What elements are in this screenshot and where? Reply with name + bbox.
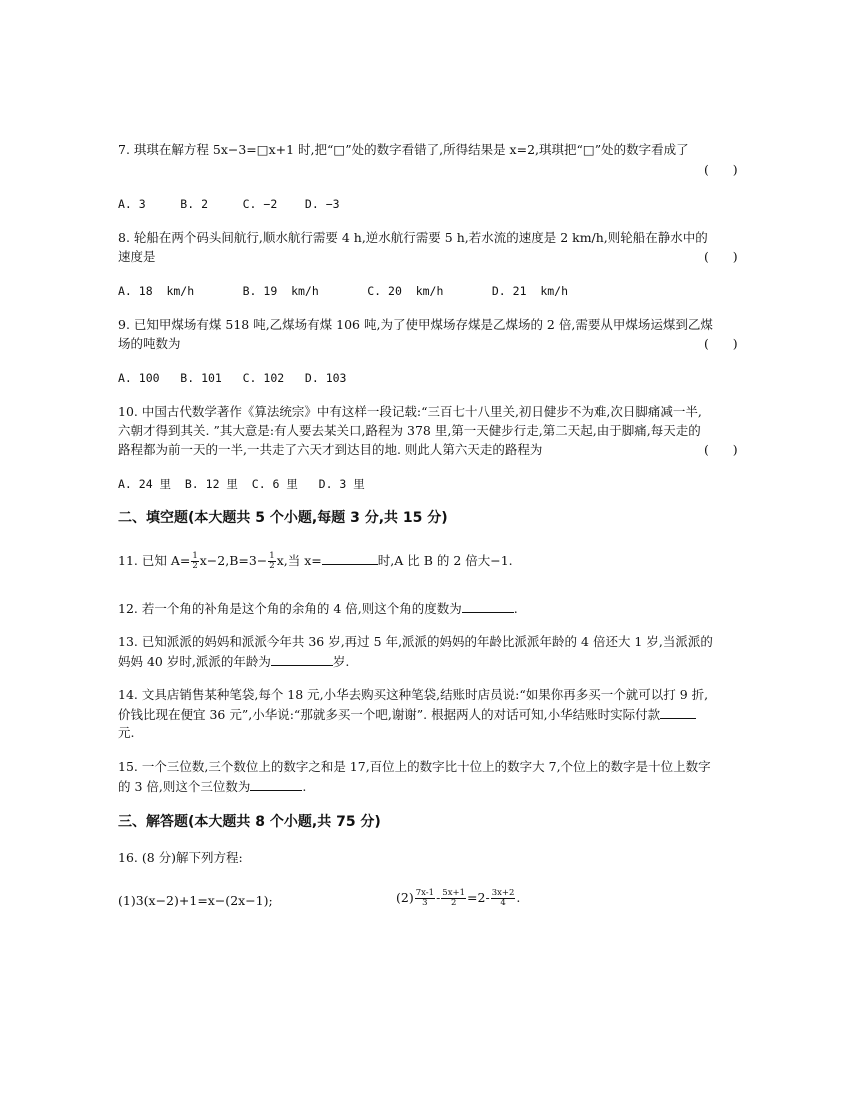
fraction-denominator: 2 [269, 561, 275, 571]
fraction-denominator: 2 [192, 561, 198, 571]
question-7-options: A. 3 B. 2 C. −2 D. −3 [118, 197, 340, 211]
question-12-blank[interactable] [462, 600, 514, 613]
section-3-heading: 三、解答题(本大题共 8 个小题,共 75 分) [118, 814, 381, 830]
question-8-text-line1: 8. 轮船在两个码头间航行,顺水航行需要 4 h,逆水航行需要 5 h,若水流的速度是 2 km/h,则轮船在静水中的 [118, 230, 708, 245]
section-2-heading: 二、填空题(本大题共 5 个小题,每题 3 分,共 15 分) [118, 510, 448, 526]
question-10-text-line1: 10. 中国古代数学著作《算法统宗》中有这样一段记载:“三百七十八里关,初日健步不为难,次日脚痛减一半, [118, 404, 702, 419]
fraction-numerator: 1 [269, 551, 275, 561]
fraction-denominator: 2 [450, 898, 457, 908]
fraction-numerator: 1 [192, 551, 198, 561]
question-8-options: A. 18 km/h B. 19 km/h C. 20 km/h D. 21 km/h [118, 284, 569, 298]
question-10-options: A. 24 里 B. 12 里 C. 6 里 D. 3 里 [118, 477, 365, 491]
minus-sign: - [436, 890, 441, 905]
question-12-body: 12. 若一个角的补角是这个角的余角的 4 倍,则这个角的度数为 [118, 601, 462, 616]
fraction-half-1 [191, 552, 198, 571]
question-13-text-line2 [118, 653, 349, 670]
question-12-text [118, 600, 518, 617]
question-14-body: 价钱比现在便宜 36 元”,小华说:“那就多买一个吧,谢谢”. 根据两人的对话可知,小华结账时实际付款 [118, 707, 661, 722]
question-10-text-line3: 路程都为前一天的一半,一共走了六天才到达目的地. 则此人第六天走的路程为 [118, 442, 543, 457]
question-8-answer-paren: ( ) [704, 249, 738, 264]
question-7-answer-paren: ( ) [704, 162, 738, 177]
question-14-text-line3: 元. [118, 725, 135, 740]
question-13-text-line1: 13. 已知派派的妈妈和派派今年共 36 岁,再过 5 年,派派的妈妈的年龄比派派年龄的 4 倍还大 1 岁,当派派的 [118, 634, 713, 649]
fraction-numerator: 3x+2 [491, 888, 515, 898]
question-13-body: 妈妈 40 岁时,派派的年龄为 [118, 654, 271, 669]
question-14-blank[interactable] [660, 706, 696, 719]
equals-two-minus: =2- [467, 890, 490, 905]
fraction-numerator: 5x+1 [442, 888, 466, 898]
question-13-blank[interactable] [271, 653, 333, 666]
question-14-text-line2 [118, 706, 696, 723]
question-15-text-line1: 15. 一个三位数,三个数位上的数字之和是 17,百位上的数字比十位上的数字大 7,个位上的数字是十位上数字 [118, 759, 711, 774]
question-11-mid2: x,当 x= [276, 553, 322, 568]
question-13-end: 岁. [332, 654, 350, 669]
question-11-mid1: x−2,B=3− [199, 553, 268, 568]
question-16-part-2 [396, 887, 520, 909]
question-10-answer-paren: ( ) [704, 442, 738, 457]
question-11-blank[interactable] [322, 552, 378, 565]
end-period: . [516, 890, 521, 905]
question-10-text-line2: 六朝才得到其关. ”其大意是:有人要去某关口,路程为 378 里,第一天健步行走,第二天起,由于脚痛,每天走的 [118, 423, 701, 438]
question-7-text: 7. 琪琪在解方程 5x−3=□x+1 时,把“□”处的数字看错了,所得结果是 x=2,琪琪把“□”处的数字看成了 [118, 142, 689, 157]
part-2-label: (2) [396, 890, 414, 905]
question-15-end: . [302, 779, 307, 794]
question-16-part-1: (1)3(x−2)+1=x−(2x−1); [118, 893, 273, 908]
question-14-text-line1: 14. 文具店销售某种笔袋,每个 18 元,小华去购买这种笔袋,结账时店员说:“如果你再多买一个就可以打 9 折, [118, 687, 709, 702]
fraction-half-2 [268, 552, 275, 571]
question-11-suffix: 时,A 比 B 的 2 倍大−1. [377, 553, 513, 568]
question-15-blank[interactable] [250, 778, 302, 791]
question-8-text-line2: 速度是 [118, 249, 156, 264]
question-16-title: 16. (8 分)解下列方程: [118, 850, 243, 865]
question-15-body: 的 3 倍,则这个三位数为 [118, 779, 251, 794]
fraction-3x+2-over-4 [491, 889, 516, 908]
question-12-end: . [513, 601, 518, 616]
fraction-denominator: 4 [500, 898, 506, 908]
question-11-text [118, 551, 513, 571]
fraction-5x+1-over-2 [441, 889, 466, 908]
question-9-text-line1: 9. 已知甲煤场有煤 518 吨,乙煤场有煤 106 吨,为了使甲煤场存煤是乙煤场的 2 倍,需要从甲煤场运煤到乙煤 [118, 317, 713, 332]
question-9-options: A. 100 B. 101 C. 102 D. 103 [118, 371, 347, 385]
question-15-text-line2 [118, 778, 306, 795]
fraction-numerator: 7x-1 [415, 888, 435, 898]
fraction-denominator: 3 [422, 898, 428, 908]
question-11-prefix: 11. 已知 A= [118, 553, 191, 568]
question-9-text-line2: 场的吨数为 [118, 336, 181, 351]
fraction-7x-1-over-3 [415, 889, 435, 908]
question-9-answer-paren: ( ) [704, 336, 738, 351]
